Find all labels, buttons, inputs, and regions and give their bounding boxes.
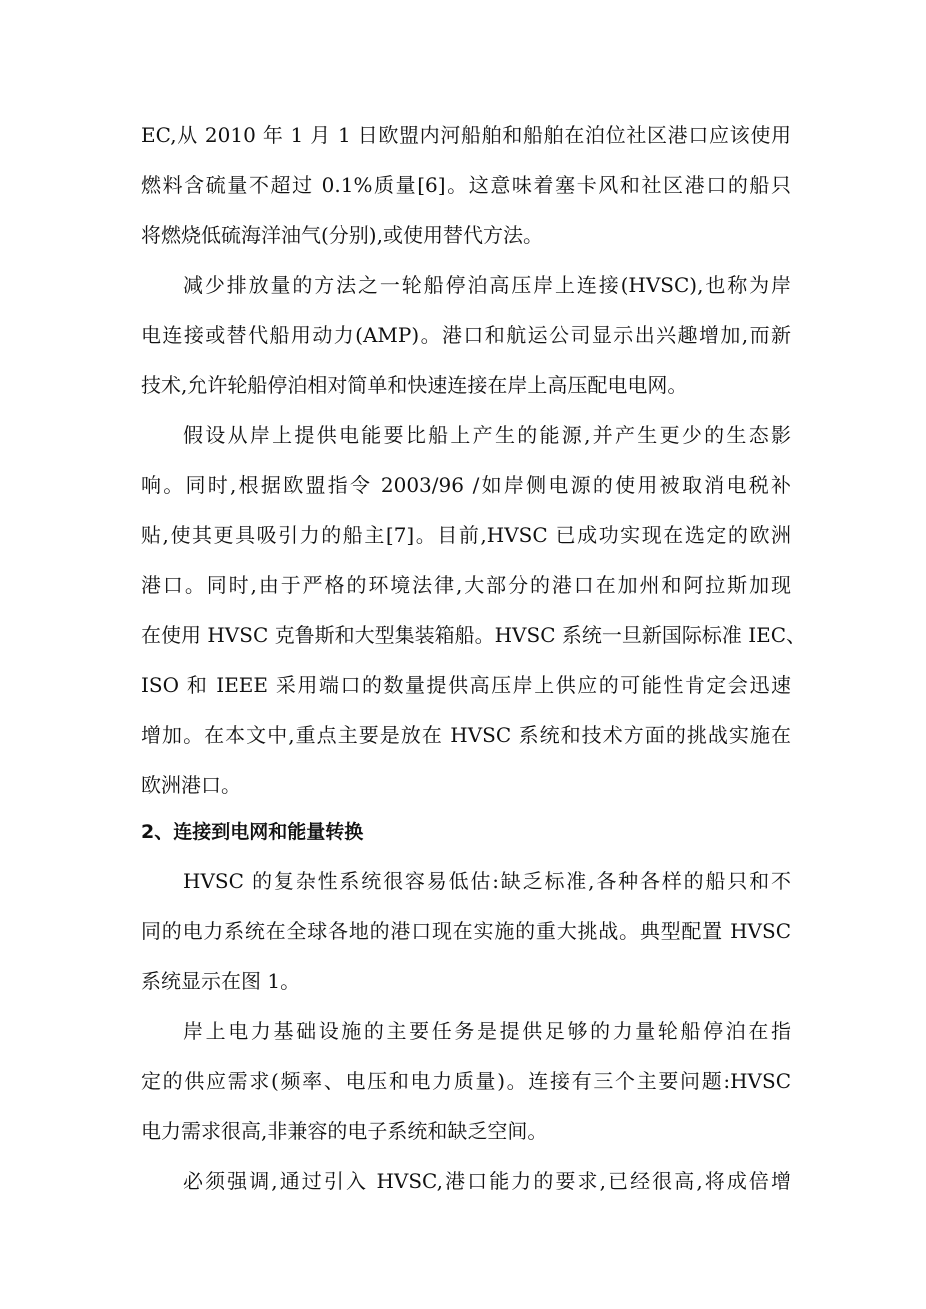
- paragraph-4-line-2: 同的电力系统在全球各地的港口现在实施的重大挑战。典型配置 HVSC: [141, 919, 791, 943]
- paragraph-3-line-6: ISO 和 IEEE 采用端口的数量提供高压岸上供应的可能性肯定会迅速: [141, 673, 791, 697]
- paragraph-2-line-1: 减少排放量的方法之一轮船停泊高压岸上连接(HVSC),也称为岸: [183, 273, 791, 297]
- paragraph-1-line-3: 将燃烧低硫海洋油气(分别),或使用替代方法。: [141, 223, 543, 247]
- paragraph-3-line-1: 假设从岸上提供电能要比船上产生的能源,并产生更少的生态影: [183, 423, 791, 447]
- paragraph-6-line-1: 必须强调,通过引入 HVSC,港口能力的要求,已经很高,将成倍增: [183, 1169, 791, 1193]
- paragraph-1-line-2: 燃料含硫量不超过 0.1%质量[6]。这意味着塞卡风和社区港口的船只: [141, 173, 791, 197]
- paragraph-1-line-1: EC,从 2010 年 1 月 1 日欧盟内河船舶和船舶在泊位社区港口应该使用: [141, 123, 791, 147]
- section-heading: 2、连接到电网和能量转换: [141, 821, 364, 843]
- paragraph-3-line-8: 欧洲港口。: [141, 773, 241, 797]
- paragraph-4-line-1: HVSC 的复杂性系统很容易低估:缺乏标准,各种各样的船只和不: [183, 869, 791, 893]
- paragraph-3-line-4: 港口。同时,由于严格的环境法律,大部分的港口在加州和阿拉斯加现: [141, 573, 791, 597]
- paragraph-3-line-2: 响。同时,根据欧盟指令 2003/96 /如岸侧电源的使用被取消电税补: [141, 473, 791, 497]
- paragraph-3-line-7: 增加。在本文中,重点主要是放在 HVSC 系统和技术方面的挑战实施在: [141, 723, 791, 747]
- paragraph-2-line-3: 技术,允许轮船停泊相对简单和快速连接在岸上高压配电电网。: [141, 373, 688, 397]
- paragraph-4-line-3: 系统显示在图 1。: [141, 969, 301, 993]
- paragraph-5-line-3: 电力需求很高,非兼容的电子系统和缺乏空间。: [141, 1119, 548, 1143]
- paragraph-3-line-5: 在使用 HVSC 克鲁斯和大型集装箱船。HVSC 系统一旦新国际标准 IEC、: [141, 623, 807, 647]
- paragraph-3-line-3: 贴,使其更具吸引力的船主[7]。目前,HVSC 已成功实现在选定的欧洲: [141, 523, 791, 547]
- paragraph-2-line-2: 电连接或替代船用动力(AMP)。港口和航运公司显示出兴趣增加,而新: [141, 323, 791, 347]
- paragraph-5-line-2: 定的供应需求(频率、电压和电力质量)。连接有三个主要问题:HVSC: [141, 1069, 791, 1093]
- paragraph-5-line-1: 岸上电力基础设施的主要任务是提供足够的力量轮船停泊在指: [183, 1019, 791, 1043]
